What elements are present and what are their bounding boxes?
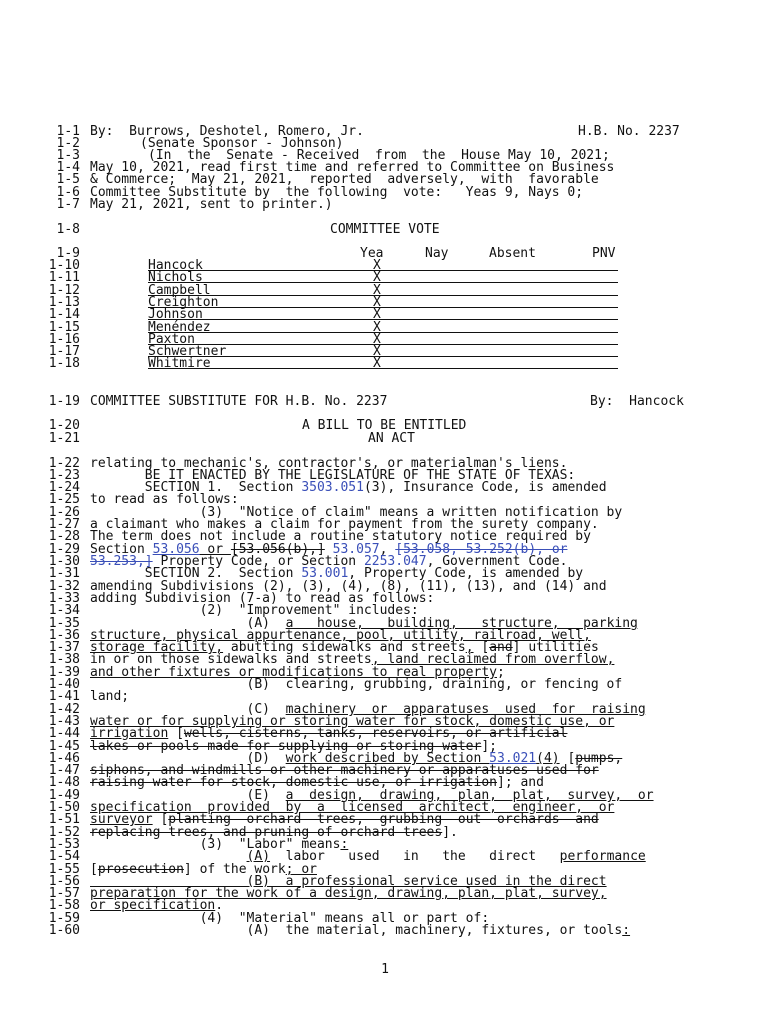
body-line: SECTION 1. Section 3503.051(3), Insurance Code, is amended (90, 480, 607, 495)
line-number: 1-53 (48, 837, 80, 852)
body-line: (3) "Labor" means: (90, 837, 349, 852)
statute-link[interactable]: 53.021 (489, 751, 537, 766)
statute-link[interactable]: 53.057 (332, 542, 380, 557)
line-number: 1-17 (48, 344, 80, 359)
line-number: 1-1 (56, 124, 80, 139)
vote-row (148, 270, 618, 283)
line-number: 1-56 (48, 874, 80, 889)
body-line: preparation for the work of a design, drawing, plan, plat, survey, (90, 886, 607, 901)
body-line: amending Subdivisions (2), (3), (4), (8), (11), (13), and (14) and (90, 579, 607, 594)
line-number: 1-44 (48, 726, 80, 741)
struck-text: pumps, (575, 751, 623, 766)
body-line: surveyor [planting orchard trees, grubbing out orchards and (90, 812, 599, 827)
yea-mark: X (373, 332, 381, 347)
line-number: 1-11 (48, 270, 80, 285)
line-number: 1-13 (48, 295, 80, 310)
line-number: 1-20 (48, 418, 80, 433)
struck-text: prosecution (97, 862, 184, 877)
body-line: (2) "Improvement" includes: (90, 603, 419, 618)
line-number: 1-49 (48, 788, 80, 803)
body-line: in or on those sidewalks and streets, land reclaimed from overflow, (90, 652, 615, 667)
struck-text: [53.058, 53.252(b), or (395, 542, 568, 557)
history-line: May 21, 2021, sent to printer.) (90, 197, 333, 212)
body-line: replacing trees, and pruning of orchard trees]. (90, 825, 458, 840)
line-number: 1-29 (48, 542, 80, 557)
senate-sponsor: (Senate Sponsor - Johnson) (140, 136, 344, 151)
line-number: 1-50 (48, 800, 80, 815)
line-number: 1-2 (56, 136, 80, 151)
line-number: 1-15 (48, 320, 80, 335)
struck-text: planting orchard trees, grubbing out orchards and (168, 812, 599, 827)
body-line: (3) "Notice of claim" means a written notification by (90, 505, 623, 520)
body-line: irrigation [wells, cisterns, tanks, reservoirs, or artificial (90, 726, 568, 741)
line-number: 1-21 (48, 431, 80, 446)
line-number: 1-5 (56, 172, 80, 187)
committee-vote-title: COMMITTEE VOTE (330, 222, 440, 237)
line-number: 1-26 (48, 505, 80, 520)
body-line: raising water for stock, domestic use, or irrigation]; and (90, 775, 544, 790)
yea-mark: X (373, 320, 381, 335)
struck-text: 53.253,] (90, 554, 153, 569)
statute-link[interactable]: 3503.051 (301, 480, 364, 495)
line-number: 1-16 (48, 332, 80, 347)
line-number: 1-31 (48, 566, 80, 581)
body-line: [prosecution] of the work; or (90, 862, 317, 877)
line-number: 1-40 (48, 677, 80, 692)
line-number: 1-52 (48, 825, 80, 840)
member-name: Campbell (148, 283, 211, 298)
body-line: storage facility, abutting sidewalks and streets, [and] utilities (90, 640, 599, 655)
yea-mark: X (373, 270, 381, 285)
yea-mark: X (373, 283, 381, 298)
history-line: Committee Substitute by the following vote: Yeas 9, Nays 0; (90, 185, 584, 200)
yea-mark: X (373, 258, 381, 273)
struck-text: [53.056(b),] (230, 542, 325, 557)
struck-text: and (489, 640, 513, 655)
line-number: 1-36 (48, 628, 80, 643)
line-number: 1-24 (48, 480, 80, 495)
line-number: 1-8 (56, 222, 80, 237)
member-name: Johnson (148, 307, 203, 322)
line-number: 1-55 (48, 862, 80, 877)
line-number: 1-30 (48, 554, 80, 569)
line-number: 1-39 (48, 665, 80, 680)
body-line: (D) work described by Section 53.021(4) [pumps, (90, 751, 623, 766)
line-number: 1-37 (48, 640, 80, 655)
byline: By: Burrows, Deshotel, Romero, Jr. (90, 124, 364, 139)
body-line: (C) machinery or apparatuses used for raising (90, 702, 646, 717)
bill-heading-act: AN ACT (368, 431, 415, 446)
line-number: 1-51 (48, 812, 80, 827)
body-line: specification provided by a licensed architect, engineer, or (90, 800, 615, 815)
line-number: 1-41 (48, 689, 80, 704)
member-name: Menéndez (148, 320, 211, 335)
body-line: BE IT ENACTED BY THE LEGISLATURE OF THE STATE OF TEXAS: (90, 468, 576, 483)
yea-mark: X (373, 356, 381, 371)
line-number: 1-28 (48, 529, 80, 544)
history-line: May 10, 2021, read first time and referred to Committee on Business (90, 160, 615, 175)
line-number: 1-33 (48, 591, 80, 606)
line-number: 1-14 (48, 307, 80, 322)
col-yea: Yea (360, 246, 384, 261)
struck-text: lakes or pools made for supplying or storing water (90, 739, 482, 754)
line-number: 1-57 (48, 886, 80, 901)
line-number: 1-4 (56, 160, 80, 175)
line-number: 1-47 (48, 763, 80, 778)
line-number: 1-54 (48, 849, 80, 864)
body-line: relating to mechanic's, contractor's, or materialman's liens. (90, 456, 568, 471)
line-number: 1-35 (48, 616, 80, 631)
line-number: 1-22 (48, 456, 80, 471)
line-number: 1-18 (48, 356, 80, 371)
yea-mark: X (373, 307, 381, 322)
line-number: 1-59 (48, 911, 80, 926)
line-number: 1-46 (48, 751, 80, 766)
page-number: 1 (381, 962, 389, 977)
body-line: (A) the material, machinery, fixtures, or tools: (90, 923, 631, 938)
line-number: 1-58 (48, 898, 80, 913)
line-number: 1-42 (48, 702, 80, 717)
line-number: 1-32 (48, 579, 80, 594)
vote-row (148, 356, 618, 369)
line-number: 1-7 (56, 197, 80, 212)
line-number: 1-34 (48, 603, 80, 618)
struck-text: replacing trees, and pruning of orchard trees (90, 825, 443, 840)
body-line: to read as follows: (90, 492, 239, 507)
vote-row (148, 307, 618, 320)
body-line: Section 53.056 or [53.056(b),] 53.057, [53.058, 53.252(b), or (90, 542, 568, 557)
struck-text: wells, cisterns, tanks, reservoirs, or artificial (183, 726, 568, 741)
line-number: 1-45 (48, 739, 80, 754)
col-nay: Nay (425, 246, 449, 261)
struck-text: siphons, and windmills or other machinery or apparatuses used for (90, 763, 599, 778)
substitute-by: By: Hancock (590, 394, 684, 409)
body-line: SECTION 2. Section 53.001, Property Code, is amended by (90, 566, 584, 581)
body-line: land; (90, 689, 130, 704)
col-pnv: PNV (592, 246, 616, 261)
body-line: (A) labor used in the direct performance (246, 849, 646, 864)
body-line: (E) a design, drawing, plan, plat, survey, or (90, 788, 654, 803)
body-line: and other fixtures or modifications to real property; (90, 665, 505, 680)
member-name: Hancock (148, 258, 203, 273)
struck-text: raising water for stock, domestic use, or irrigation (90, 775, 497, 790)
bill-heading: A BILL TO BE ENTITLED (302, 418, 467, 433)
body-line: (A) a house, building, structure, parking (90, 616, 638, 631)
body-line: 53.253,] Property Code, or Section 2253.047, Government Code. (90, 554, 568, 569)
col-absent: Absent (489, 246, 536, 261)
history-line: & Commerce; May 21, 2021, reported adversely, with favorable (90, 172, 599, 187)
statute-link[interactable]: 53.001 (301, 566, 349, 581)
member-name: Whitmire (148, 356, 211, 371)
history-line: (In the Senate - Received from the House May 10, 2021; (148, 148, 610, 163)
body-line: (B) clearing, grubbing, draining, or fencing of (90, 677, 623, 692)
line-number: 1-23 (48, 468, 80, 483)
body-line: The term does not include a routine statutory notice required by (90, 529, 591, 544)
body-line: lakes or pools made for supplying or storing water]; (90, 739, 497, 754)
body-line: water or for supplying or storing water for stock, domestic use, or (90, 714, 615, 729)
statute-link[interactable]: 53.056 (152, 542, 200, 557)
yea-mark: X (373, 344, 381, 359)
line-number: 1-43 (48, 714, 80, 729)
yea-mark: X (373, 295, 381, 310)
body-line: (B) a professional service used in the direct (90, 874, 607, 889)
member-name: Schwertner (148, 344, 227, 359)
substitute-title: COMMITTEE SUBSTITUTE FOR H.B. No. 2237 (90, 394, 388, 409)
member-name: Paxton (148, 332, 195, 347)
line-number: 1-60 (48, 923, 80, 938)
line-number: 1-12 (48, 283, 80, 298)
line-number: 1-19 (48, 394, 80, 409)
line-number: 1-6 (56, 185, 80, 200)
line-number: 1-48 (48, 775, 80, 790)
line-number: 1-10 (48, 258, 80, 273)
body-line: structure, physical appurtenance, pool, utility, railroad, well, (90, 628, 591, 643)
line-number: 1-27 (48, 517, 80, 532)
body-line: adding Subdivision (7-a) to read as follows: (90, 591, 435, 606)
body-line: a claimant who makes a claim for payment from the surety company. (90, 517, 599, 532)
line-number: 1-25 (48, 492, 80, 507)
member-name: Nichols (148, 270, 203, 285)
line-number: 1-9 (56, 246, 80, 261)
statute-link[interactable]: 2253.047 (363, 554, 427, 569)
member-name: Creighton (148, 295, 219, 310)
body-line: (4) "Material" means all or part of: (90, 911, 490, 926)
bill-number: H.B. No. 2237 (578, 124, 680, 139)
body-line: or specification. (90, 898, 224, 913)
line-number: 1-38 (48, 652, 80, 667)
line-number: 1-3 (56, 148, 80, 163)
